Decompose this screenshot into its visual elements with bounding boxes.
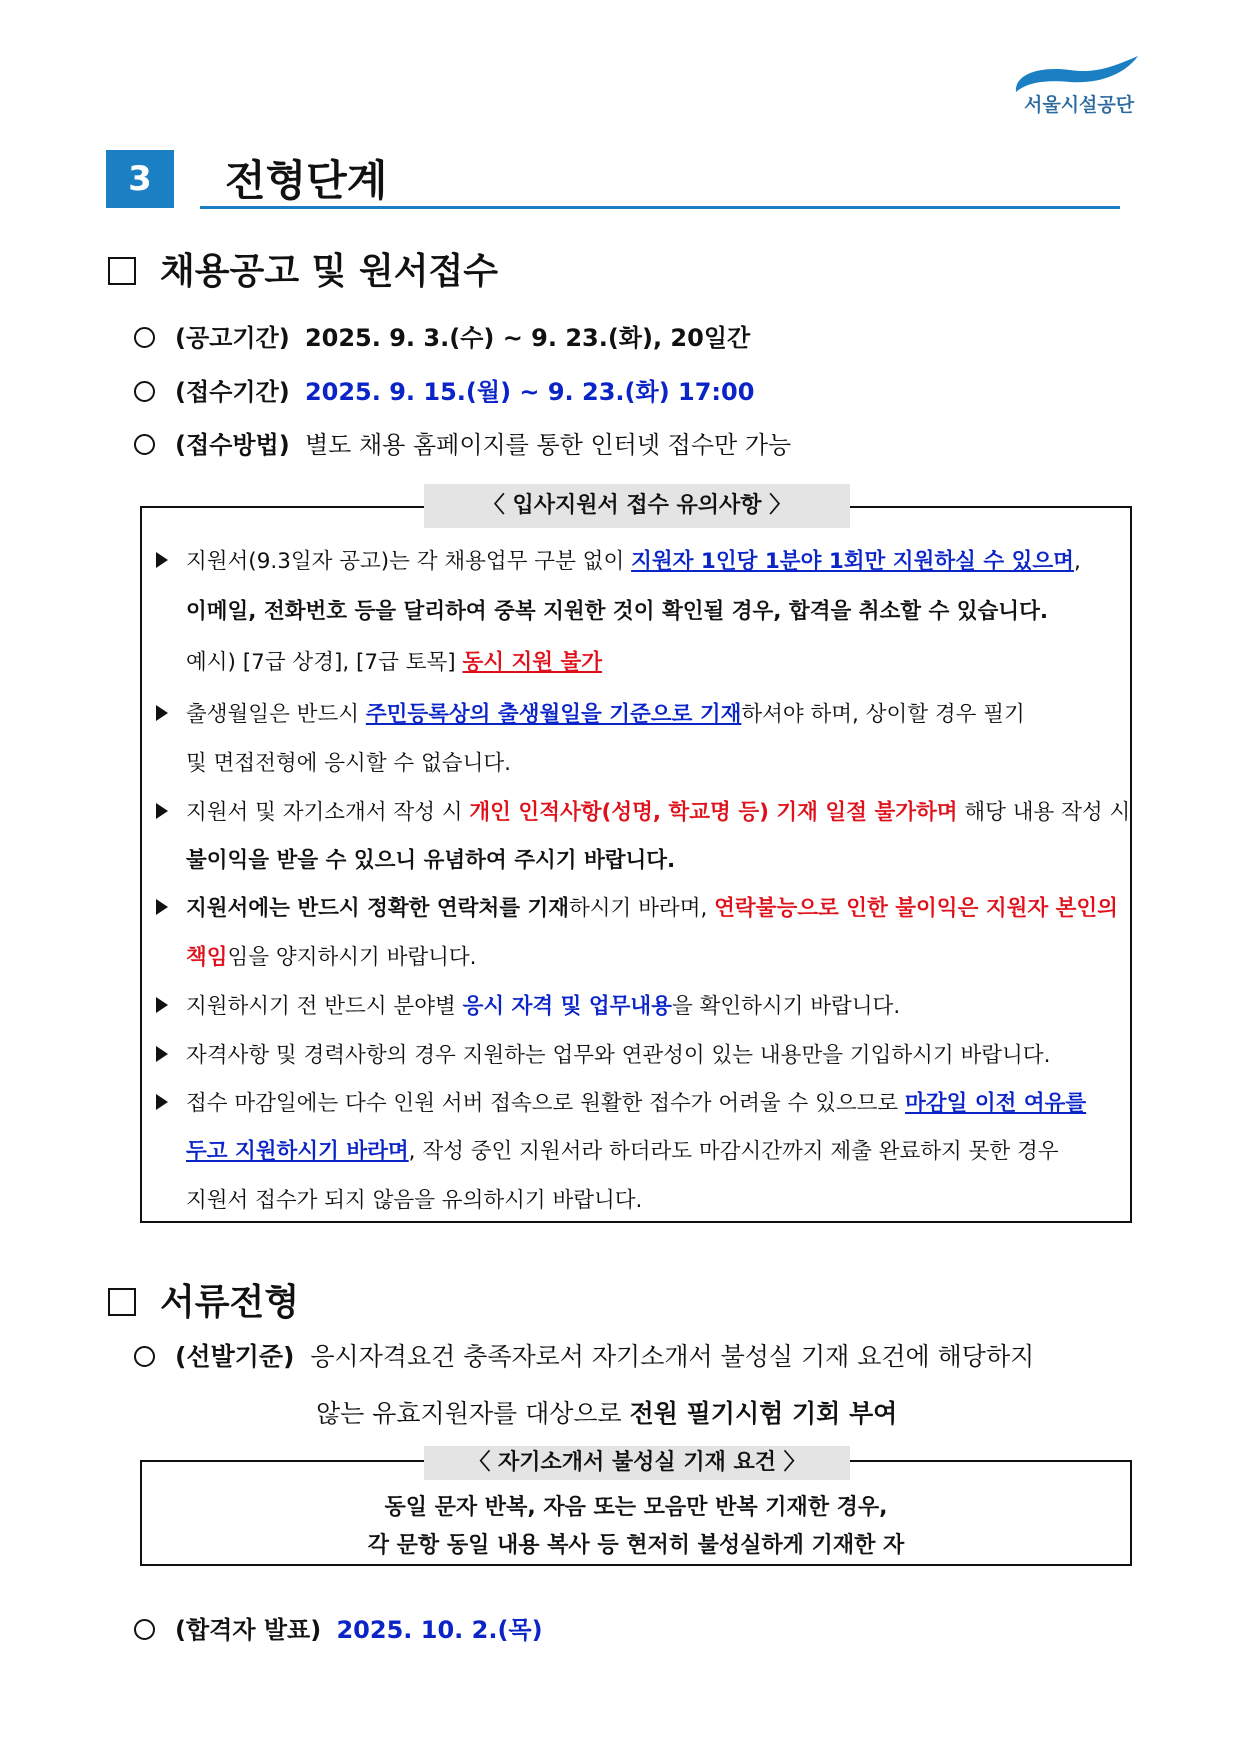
highlight-text: 주민등록상의 출생월일을 기준으로 기재 xyxy=(365,702,742,727)
text: 지원하시기 전 반드시 분야별 xyxy=(186,994,463,1019)
notice-item-4-line2 xyxy=(186,940,477,971)
text: 않는 유효지원자를 대상으로 xyxy=(316,1399,630,1428)
select-label: (선발기준) xyxy=(175,1342,295,1371)
receipt-value: 2025. 9. 15.(월) ~ 9. 23.(화) 17:00 xyxy=(304,378,755,406)
notice-item-1-example xyxy=(186,645,602,676)
highlight-text: 지원자 1인당 1분야 1회만 지원하실 수 있으며 xyxy=(631,549,1074,574)
circle-bullet-icon xyxy=(134,1619,155,1640)
insincere-line2: 각 문항 동일 내용 복사 등 현저히 불성실하게 기재한 자 xyxy=(367,1533,905,1558)
triangle-bullet-icon xyxy=(156,997,168,1013)
notice-item-1 xyxy=(156,544,1081,575)
triangle-bullet-icon xyxy=(156,705,168,721)
square-bullet-icon xyxy=(108,1288,136,1316)
text: 지원서에는 반드시 정확한 연락처를 기재 xyxy=(186,896,570,921)
text: 을 확인하시기 바랍니다. xyxy=(671,994,901,1019)
result-value: 2025. 10. 2.(목) xyxy=(336,1616,543,1644)
heading-recruit xyxy=(108,243,498,294)
highlight-text: 동시 지원 불가 xyxy=(462,650,603,675)
insincere-notice-box xyxy=(140,1450,1132,1566)
text: 자격사항 및 경력사항의 경우 지원하는 업무와 연관성이 있는 내용만을 기입하시기 바랍니다. xyxy=(186,1043,1051,1068)
notice-item-6 xyxy=(156,1038,1050,1069)
notice-item-2-line2 xyxy=(186,746,511,777)
notice-item-7 xyxy=(156,1086,1086,1117)
insincere-notice-title: 〈 자기소개서 불성실 기재 요건 〉 xyxy=(424,1446,850,1480)
circle-bullet-icon xyxy=(134,434,155,455)
receipt-method xyxy=(134,425,791,460)
text: 및 면접전형에 응시할 수 없습니다. xyxy=(186,751,511,776)
text: 지원서(9.3일자 공고)는 각 채용업무 구분 없이 xyxy=(186,549,632,574)
notice-item-5 xyxy=(156,989,900,1020)
notice-item-1-line2 xyxy=(186,594,1048,625)
text: 지원서 접수가 되지 않음을 유의하시기 바랍니다. xyxy=(186,1188,643,1213)
section-number: 3 xyxy=(106,150,174,208)
text: 불이익을 받을 수 있으니 유념하여 주시기 바랍니다. xyxy=(186,848,676,873)
notice-item-2 xyxy=(156,697,1025,728)
heading-doc-text: 서류전형 xyxy=(160,1282,300,1323)
text: 지원서 및 자기소개서 작성 시 xyxy=(186,800,470,825)
triangle-bullet-icon xyxy=(156,552,168,568)
text: 하셔야 하며, 상이할 경우 필기 xyxy=(741,702,1025,727)
circle-bullet-icon xyxy=(134,1346,155,1367)
heading-recruit-text: 채용공고 및 원서접수 xyxy=(160,251,499,292)
selection-criteria xyxy=(134,1337,1034,1373)
square-bullet-icon xyxy=(108,257,136,285)
receipt-label: (접수기간) xyxy=(175,378,290,406)
highlight-text: 응시 자격 및 업무내용 xyxy=(462,994,672,1019)
result-announcement xyxy=(134,1610,543,1645)
receipt-period xyxy=(134,372,754,407)
highlight-text: 연락불능으로 인한 불이익은 지원자 본인의 xyxy=(714,896,1118,921)
method-label: (접수방법) xyxy=(175,431,290,459)
highlight-text: 두고 지원하시기 바라며 xyxy=(186,1139,409,1164)
notice-item-3-line2 xyxy=(186,843,675,874)
insincere-line1: 동일 문자 반복, 자음 또는 모음만 반복 기재한 경우, xyxy=(384,1495,888,1520)
text: 출생월일은 반드시 xyxy=(186,702,366,727)
notice-item-4 xyxy=(156,891,1118,922)
triangle-bullet-icon xyxy=(156,1094,168,1110)
text: 해당 내용 작성 시 xyxy=(957,800,1131,825)
announce-value: 2025. 9. 3.(수) ~ 9. 23.(화), 20일간 xyxy=(304,324,751,352)
triangle-bullet-icon xyxy=(156,803,168,819)
text: , 작성 중인 지원서라 하더라도 마감시간까지 제출 완료하지 못한 경우 xyxy=(408,1139,1059,1164)
method-value: 별도 채용 홈페이지를 통한 인터넷 접수만 가능 xyxy=(304,431,792,459)
highlight-text: 개인 인적사항(성명, 학교명 등) 기재 일절 불가하며 xyxy=(469,800,958,825)
notice-item-7-line2 xyxy=(186,1134,1059,1165)
highlight-text: 마감일 이전 여유를 xyxy=(905,1091,1087,1116)
highlight-text: 책임 xyxy=(186,945,228,970)
logo xyxy=(1010,52,1140,122)
section-title: 전형단계 xyxy=(225,156,388,205)
triangle-bullet-icon xyxy=(156,1046,168,1062)
text: , xyxy=(1073,549,1081,574)
announce-label: (공고기간) xyxy=(175,324,290,352)
text: 임을 양지하시기 바랍니다. xyxy=(227,945,477,970)
logo-text: 서울시설공단 xyxy=(1024,94,1135,116)
result-label: (합격자 발표) xyxy=(175,1616,322,1644)
circle-bullet-icon xyxy=(134,381,155,402)
text: 예시) [7급 상경], [7급 토목] xyxy=(186,650,463,675)
text: 접수 마감일에는 다수 인원 서버 접속으로 원활한 접수가 어려울 수 있으므로 xyxy=(186,1091,906,1116)
highlight-text: 전원 필기시험 기회 부여 xyxy=(629,1399,898,1428)
text: 하시기 바라며, xyxy=(569,896,715,921)
circle-bullet-icon xyxy=(134,327,155,348)
text: 이메일, 전화번호 등을 달리하여 중복 지원한 것이 확인될 경우, 합격을 취소할 수 있습니다. xyxy=(186,599,1049,624)
triangle-bullet-icon xyxy=(156,899,168,915)
heading-doc-screening xyxy=(108,1274,299,1325)
section-underline xyxy=(200,206,1120,209)
selection-criteria-line2 xyxy=(316,1394,897,1430)
notice-item-7-line3 xyxy=(186,1183,642,1214)
announce-period xyxy=(134,318,750,353)
notice-item-3 xyxy=(156,795,1130,826)
select-line1: 응시자격요건 충족자로서 자기소개서 불성실 기재 요건에 해당하지 xyxy=(310,1342,1035,1371)
notice-title: 〈 입사지원서 접수 유의사항 〉 xyxy=(424,484,850,528)
